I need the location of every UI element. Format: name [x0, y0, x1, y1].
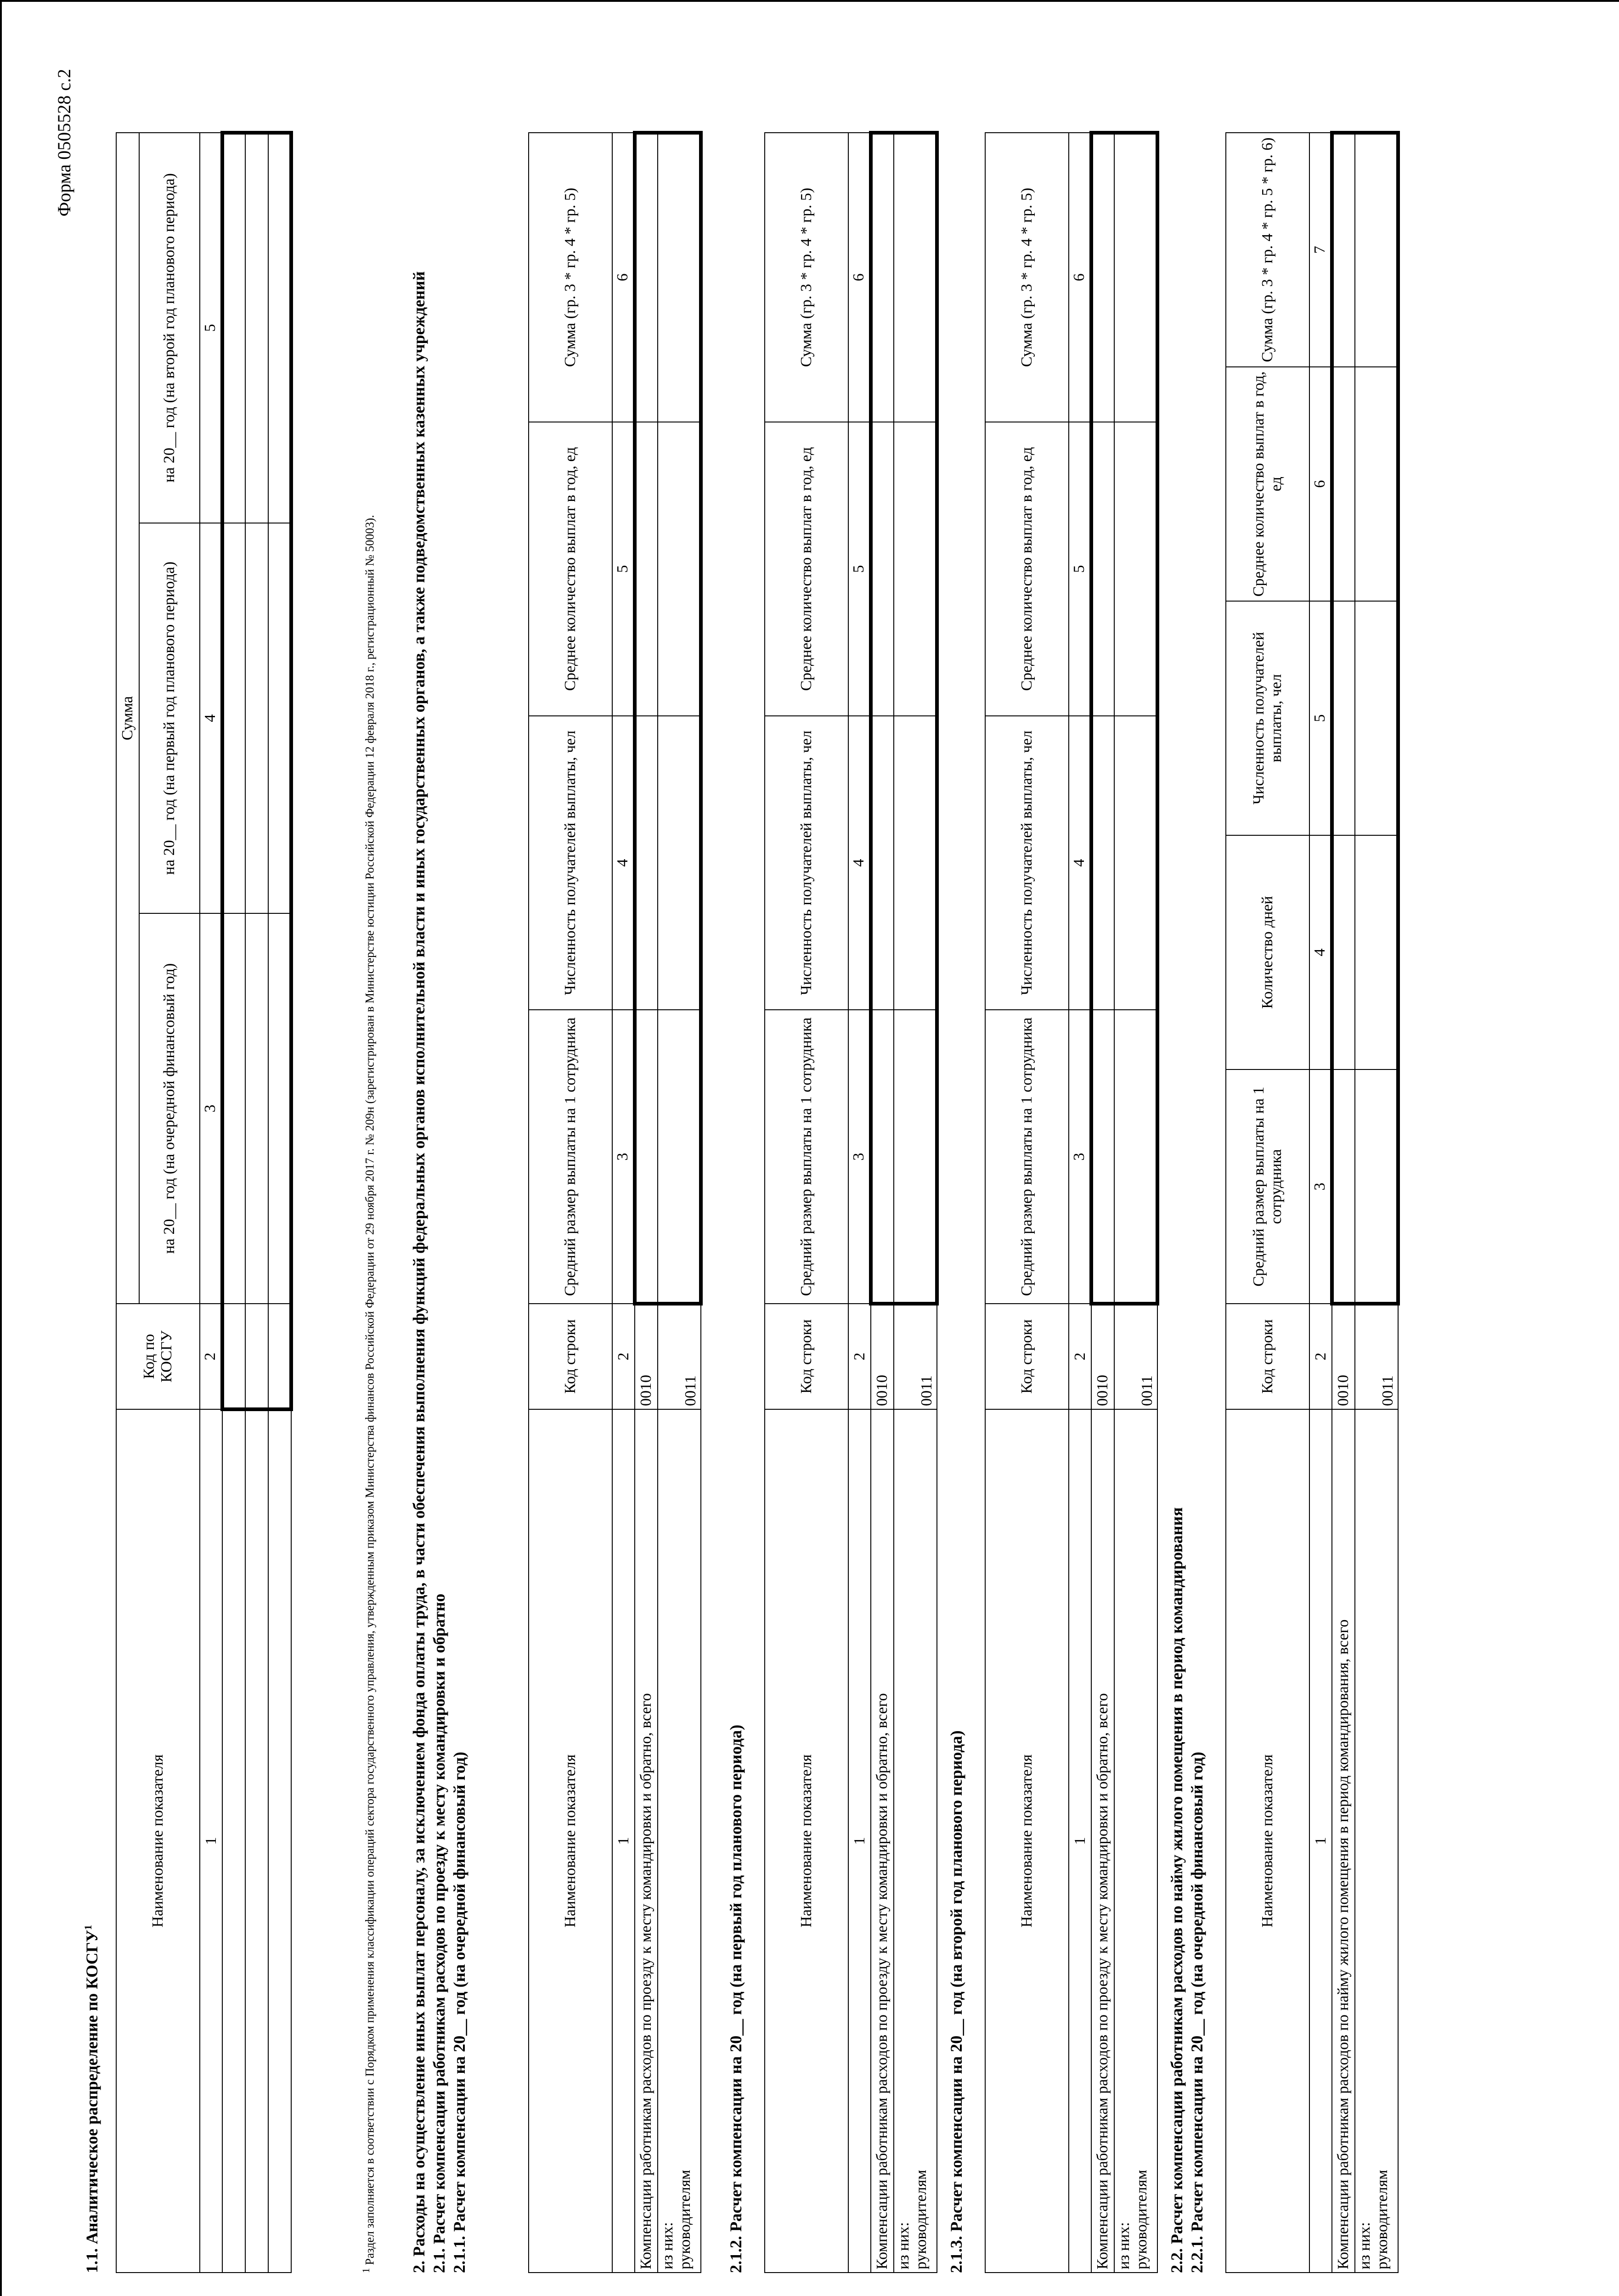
header-sum: Сумма (гр. 3 * гр. 4 * гр. 5) [765, 133, 848, 422]
cell-name[interactable] [222, 1409, 245, 2273]
header-code: Код строки [1226, 1304, 1309, 1409]
header-code: Код строки [765, 1304, 848, 1409]
section-2-title: 2. Расходы на осуществление иных выплат персоналу, за исключением фонда оплаты труда, в части обеспечения выполнения функций федеральных органов исполнительной власти и иных государственных органов, а также подведомственных казенных учреждений [410, 271, 428, 2273]
row-managers-name: из них: руководителям [658, 1409, 701, 2273]
cell-value[interactable] [245, 133, 268, 523]
header-avg: Средний размер выплаты на 1 сотрудника [529, 1010, 612, 1304]
kosgu-table [116, 131, 293, 2273]
header-count: Численность получателей выплаты, чел [529, 716, 612, 1010]
cell-value[interactable] [658, 133, 701, 422]
row-managers-name: из них: руководителям [894, 1409, 937, 2273]
col-num-5: 5 [848, 422, 871, 716]
section-2-heading [409, 115, 469, 2273]
header-year-3: на 20__ год (на второй год планового периода) [139, 133, 200, 523]
header-avg-n: Среднее количество выплат в год, ед [985, 422, 1069, 716]
header-kosgu: Код по КОСГУ [116, 1304, 200, 1409]
header-sum: Сумма (гр. 3 * гр. 4 * гр. 5) [985, 133, 1069, 422]
cell-value[interactable] [1332, 133, 1355, 367]
cell-value[interactable] [635, 422, 658, 716]
cell-value[interactable] [1355, 1069, 1398, 1304]
header-avg: Средний размер выплаты на 1 сотрудника [765, 1010, 848, 1304]
cell-name[interactable] [268, 1409, 291, 2273]
rotated-form-page [51, 41, 1575, 2273]
cell-value[interactable] [635, 716, 658, 1010]
cell-value[interactable] [1091, 1010, 1114, 1304]
col-num-5: 5 [200, 133, 222, 523]
cell-value[interactable] [894, 422, 937, 716]
row-total-code: 0010 [871, 1304, 894, 1409]
col-num-6: 6 [1069, 133, 1091, 422]
cell-value[interactable] [871, 422, 894, 716]
cell-value[interactable] [635, 133, 658, 422]
header-sum: Сумма (гр. 3 * гр. 4 * гр. 5 * гр. 6) [1226, 133, 1309, 367]
cell-value[interactable] [658, 1010, 701, 1304]
col-num-2: 2 [1309, 1304, 1332, 1409]
section-2-1-2 [726, 115, 939, 2273]
col-num-5: 5 [612, 422, 635, 716]
header-avg-n: Среднее количество выплат в год, ед [1226, 367, 1309, 601]
header-code: Код строки [529, 1304, 612, 1409]
cell-value[interactable] [245, 523, 268, 913]
travel-compensation-table-year1 [528, 131, 703, 2273]
col-num-5: 5 [1069, 422, 1091, 716]
header-year-1: на 20__ год (на очередной финансовый год) [139, 913, 200, 1304]
travel-compensation-table-year3 [985, 131, 1159, 2273]
row-managers-name: из них: руководителям [1114, 1409, 1157, 2273]
cell-value[interactable] [658, 716, 701, 1010]
header-name: Наименование показателя [765, 1409, 848, 2273]
cell-value[interactable] [1355, 835, 1398, 1069]
cell-value[interactable] [658, 422, 701, 716]
row-total-name: Компенсации работникам расходов по проезду к месту командировки и обратно, всего [871, 1409, 894, 2273]
cell-value[interactable] [894, 716, 937, 1010]
cell-value[interactable] [1114, 716, 1157, 1010]
cell-value[interactable] [871, 133, 894, 422]
header-count: Численность получателей выплаты, чел [765, 716, 848, 1010]
cell-value[interactable] [894, 1010, 937, 1304]
col-num-1: 1 [1069, 1409, 1091, 2273]
col-num-4: 4 [848, 716, 871, 1010]
cell-value[interactable] [1355, 133, 1398, 367]
col-num-6: 6 [1309, 367, 1332, 601]
cell-value[interactable] [1091, 422, 1114, 716]
col-num-3: 3 [1069, 1010, 1091, 1304]
col-num-2: 2 [612, 1304, 635, 1409]
housing-compensation-table-year1 [1225, 131, 1400, 2273]
cell-value[interactable] [1332, 1069, 1355, 1304]
row-managers-code: 0011 [1355, 1304, 1398, 1409]
cell-value[interactable] [871, 1010, 894, 1304]
travel-compensation-table-year2 [764, 131, 939, 2273]
header-name: Наименование показателя [116, 1409, 200, 2273]
cell-value[interactable] [1355, 367, 1398, 601]
cell-value[interactable] [222, 913, 245, 1304]
col-num-1: 1 [1309, 1409, 1332, 2273]
cell-value[interactable] [894, 133, 937, 422]
cell-value[interactable] [268, 913, 291, 1304]
col-num-4: 4 [200, 523, 222, 913]
col-num-1: 1 [612, 1409, 635, 2273]
cell-value[interactable] [1114, 133, 1157, 422]
col-num-4: 4 [612, 716, 635, 1010]
header-avg-n: Среднее количество выплат в год, ед [529, 422, 612, 716]
row-total-name: Компенсации работникам расходов по проезду к месту командировки и обратно, всего [1091, 1409, 1114, 2273]
cell-value[interactable] [222, 523, 245, 913]
col-num-3: 3 [612, 1010, 635, 1304]
header-count: Численность получателей выплаты, чел [1226, 601, 1309, 835]
section-2-1-2-title: 2.1.2. Расчет компенсации на 20__ год (на первый год планового периода) [727, 1724, 745, 2273]
cell-value[interactable] [1355, 601, 1398, 835]
section-2-2-title: 2.2. Расчет компенсации работникам расходов по найму жилого помещения в период командирования [1168, 1507, 1186, 2273]
header-avg-n: Среднее количество выплат в год, ед [765, 422, 848, 716]
col-num-2: 2 [200, 1304, 222, 1409]
row-managers-code: 0011 [658, 1304, 701, 1409]
section-2-1-1-title: 2.1.1. Расчет компенсации на 20__ год (на очередной финансовый год) [450, 1751, 468, 2273]
section-2-1-title: 2.1. Расчет компенсации работникам расходов по проезду к месту командировки и обратно [430, 1593, 448, 2273]
cell-value[interactable] [871, 716, 894, 1010]
header-sum: Сумма [116, 133, 139, 1304]
cell-kosgu[interactable] [245, 1304, 268, 1409]
cell-value[interactable] [222, 133, 245, 523]
section-2-1-3 [946, 115, 1159, 2273]
cell-value[interactable] [1114, 1010, 1157, 1304]
cell-value[interactable] [1114, 422, 1157, 716]
cell-value[interactable] [1332, 367, 1355, 601]
col-num-6: 6 [612, 133, 635, 422]
header-code: Код строки [985, 1304, 1069, 1409]
row-managers-code: 0011 [1114, 1304, 1157, 1409]
col-num-2: 2 [848, 1304, 871, 1409]
col-num-1: 1 [200, 1409, 222, 2273]
col-num-4: 4 [1309, 835, 1332, 1069]
header-avg: Средний размер выплаты на 1 сотрудника [985, 1010, 1069, 1304]
cell-value[interactable] [635, 1010, 658, 1304]
col-num-5: 5 [1309, 601, 1332, 835]
section-2-1-1 [510, 115, 703, 2273]
row-total-name: Компенсации работникам расходов по найму жилого помещения в период командирования, всего [1332, 1409, 1355, 2273]
row-total-code: 0010 [635, 1304, 658, 1409]
header-sum: Сумма (гр. 3 * гр. 4 * гр. 5) [529, 133, 612, 422]
form-code: Форма 0505528 с.2 [54, 69, 74, 217]
row-total-code: 0010 [1332, 1304, 1355, 1409]
header-days: Количество дней [1226, 835, 1309, 1069]
cell-kosgu[interactable] [268, 1304, 291, 1409]
cell-kosgu[interactable] [222, 1304, 245, 1409]
col-num-2: 2 [1069, 1304, 1091, 1409]
col-num-3: 3 [200, 913, 222, 1304]
footnote: $^1$ Раздел заполняется в соответствии с Порядком применения классификации операций сектора государственного управления, утвержденным приказом Министерства финансов Российской Федерации от 29 ноября 2017 г. № 209н (зарегистрирован в Министерстве юстиции Российской Федерации 12 февраля 2018 г., регистрационный № 50003). [360, 515, 377, 2273]
header-avg: Средний размер выплаты на 1 сотрудника [1226, 1069, 1309, 1304]
cell-value[interactable] [1332, 601, 1355, 835]
cell-value[interactable] [268, 523, 291, 913]
cell-value[interactable] [1332, 835, 1355, 1069]
section-2-1-3-title: 2.1.3. Расчет компенсации на 20__ год (на второй год планового периода) [947, 1730, 965, 2273]
row-total-code: 0010 [1091, 1304, 1114, 1409]
section-2-2-1-title: 2.2.1. Расчет компенсации на 20__ год (на очередной финансовый год) [1188, 1751, 1206, 2273]
col-num-4: 4 [1069, 716, 1091, 1010]
section-2-2 [1167, 115, 1400, 2273]
header-name: Наименование показателя [529, 1409, 612, 2273]
col-num-6: 6 [848, 133, 871, 422]
header-name: Наименование показателя [985, 1409, 1069, 2273]
row-managers-code: 0011 [894, 1304, 937, 1409]
cell-value[interactable] [1091, 133, 1114, 422]
cell-value[interactable] [1091, 716, 1114, 1010]
header-name: Наименование показателя [1226, 1409, 1309, 2273]
cell-value[interactable] [268, 133, 291, 523]
col-num-7: 7 [1309, 133, 1332, 367]
row-total-name: Компенсации работникам расходов по проезду к месту командировки и обратно, всего [635, 1409, 658, 2273]
col-num-3: 3 [848, 1010, 871, 1304]
cell-name[interactable] [245, 1409, 268, 2273]
col-num-1: 1 [848, 1409, 871, 2273]
header-year-2: на 20__ год (на первый год планового периода) [139, 523, 200, 913]
section-1-1-title: 1.1. Аналитическое распределение по КОСГУ$^1$ [82, 1925, 101, 2273]
cell-value[interactable] [245, 913, 268, 1304]
header-count: Численность получателей выплаты, чел [985, 716, 1069, 1010]
row-managers-name: из них: руководителям [1355, 1409, 1398, 2273]
section-1-1 [78, 115, 293, 2273]
col-num-3: 3 [1309, 1069, 1332, 1304]
